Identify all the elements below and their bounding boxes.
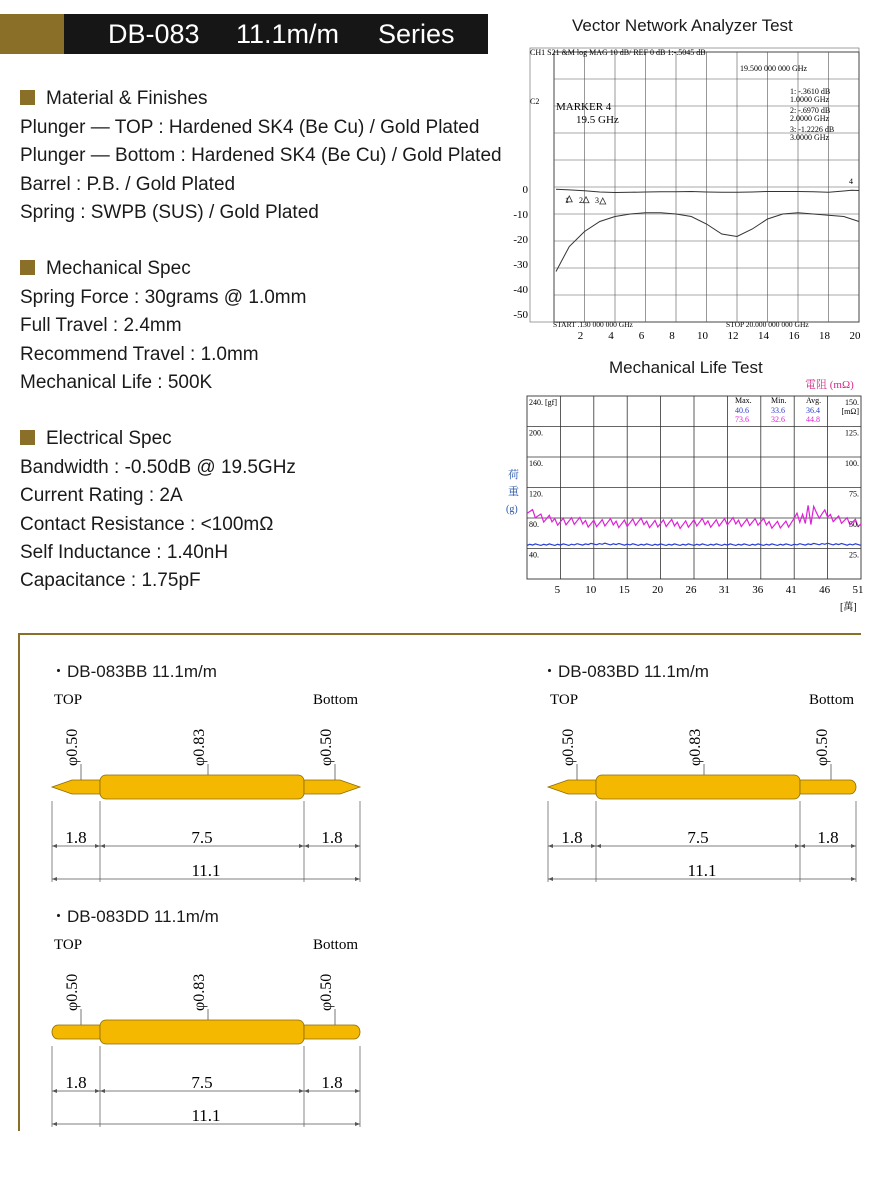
mechanical-heading: Mechanical Spec (20, 258, 191, 280)
title-series: Series (378, 19, 455, 49)
section-bullet-icon (20, 430, 35, 445)
vna-marker-value: 3: -1.2226 dB (790, 125, 835, 134)
spec-item: Mechanical Life : 500K (20, 371, 213, 393)
vna-x-ticks (578, 330, 861, 342)
life-left-tick: 80. (529, 520, 539, 529)
vna-x-tick: 16 (788, 330, 800, 342)
spec-item: Current Rating : 2A (20, 485, 183, 507)
pin-len-mid: 7.5 (191, 1073, 213, 1092)
pin-len-mid: 7.5 (191, 828, 213, 847)
spec-item: Self Inductance : 1.40nH (20, 541, 229, 563)
life-x-tick: 31 (718, 584, 730, 596)
spec-item: Spring Force : 30grams @ 1.0mm (20, 287, 307, 308)
pin-plunger-left (52, 1025, 100, 1039)
life-x-unit: [萬] (840, 602, 857, 613)
vna-marker-value: 1: -.3610 dB (790, 87, 831, 96)
mechanical-list (20, 284, 306, 397)
electrical-list (20, 454, 296, 595)
vna-marker-number: 4 (849, 177, 853, 186)
vna-x-tick: 14 (758, 330, 769, 342)
spec-item: Plunger — Bottom : Hardened SK4 (Be Cu) / Gold Plated (20, 145, 502, 167)
vna-marker-label: MARKER 4 (556, 101, 612, 113)
legend-blue-avg: 36.4 (806, 406, 820, 415)
vna-start-text: START .130 000 000 GHz (553, 320, 633, 329)
life-right-tick: 25. (849, 550, 859, 560)
vna-y-tick: -30 (513, 259, 528, 271)
pin-title-bd: ・DB-083BD 11.1m/m (541, 662, 709, 681)
spec-item: Full Travel : 2.4mm (20, 315, 182, 337)
life-left-tick: 200. (529, 428, 543, 438)
section-side-line (18, 633, 20, 1131)
life-right-axis-title: 電阻 (mΩ) (805, 379, 854, 391)
vna-marker-value: 2.0000 GHz (790, 114, 830, 123)
vna-x-tick: 10 (697, 330, 708, 342)
life-x-tick: 20 (652, 584, 664, 596)
vna-y-tick: -10 (513, 209, 528, 221)
pin-bottom-label: Bottom (312, 692, 358, 708)
pin-barrel (100, 775, 304, 799)
legend-header: Avg. (806, 396, 822, 405)
pin-diameter-left: φ0.50 (64, 973, 81, 1011)
pin-plunger-left (548, 780, 596, 794)
vna-y-tick: -40 (513, 284, 528, 296)
life-x-tick: 26 (685, 584, 697, 596)
title-part: DB-083 (108, 19, 200, 49)
pin-barrel (596, 775, 800, 799)
legend-header: Max. (735, 396, 752, 405)
spec-item: Plunger — TOP : Hardened SK4 (Be Cu) / Gold Plated (20, 117, 480, 138)
pin-len-mid: 7.5 (687, 828, 709, 847)
vna-marker-value: 3.0000 GHz (790, 133, 830, 142)
pin-plunger-right (304, 1025, 360, 1039)
pin-diameter-left: φ0.50 (560, 728, 577, 766)
pin-len-total: 11.1 (687, 861, 717, 880)
pin-top-label: TOP (54, 692, 83, 708)
pin-len-left: 1.8 (65, 828, 87, 847)
vna-marker-value: 1.0000 GHz (790, 95, 830, 104)
pin-barrel (100, 1020, 304, 1044)
vna-x-tick: 8 (669, 330, 675, 342)
vna-y-ticks (513, 184, 528, 321)
vna-marker-value: 2: -.6970 dB (790, 106, 831, 115)
pin-diameter-right: φ0.50 (318, 728, 335, 766)
vna-series-1 (556, 213, 859, 272)
vna-y-tick: -50 (513, 309, 528, 321)
spec-item: Contact Resistance : <100mΩ (20, 513, 274, 535)
life-chart (470, 374, 870, 614)
pin-len-left: 1.8 (561, 828, 583, 847)
life-right-tick: 150. (845, 398, 859, 407)
life-right-tick: 125. (845, 428, 859, 438)
vna-y-tick: -20 (513, 234, 528, 246)
pin-diameter-mid: φ0.83 (191, 728, 208, 766)
pin-top-label: TOP (54, 937, 83, 953)
life-left-tick: 120. (529, 489, 543, 499)
vna-chart (500, 44, 870, 346)
life-x-tick: 10 (585, 584, 597, 596)
vna-marker-freq: 19.5 GHz (576, 114, 619, 126)
spec-item: Spring : SWPB (SUS) / Gold Plated (20, 201, 319, 223)
pin-plunger-left (52, 780, 100, 794)
life-x-tick: 41 (785, 584, 797, 596)
vna-lines (556, 189, 859, 271)
legend-magenta-min: 32.6 (771, 415, 785, 424)
vna-stop-text: STOP 20.000 000 000 GHz (726, 320, 809, 329)
life-right-tick: [mΩ] (841, 407, 859, 416)
spec-item: Capacitance : 1.75pF (20, 570, 201, 592)
life-left-axis-title: 重 (508, 486, 519, 498)
vna-header-text: CH1 S21 &M log MAG 10 dB/ REF 0 dB 1:-.5045 dB (530, 48, 706, 57)
material-heading: Material & Finishes (20, 88, 208, 110)
pin-diameter-mid: φ0.83 (191, 973, 208, 1011)
vna-marker-triangle (600, 198, 606, 204)
pin-bottom-label: Bottom (808, 692, 854, 708)
life-left-tick: 40. (529, 550, 539, 560)
pin-drawing-bb (40, 684, 380, 884)
header-accent (0, 14, 64, 54)
pin-plunger-right (304, 780, 360, 794)
life-left-axis-title: (g) (506, 504, 518, 515)
life-right-tick: 100. (845, 459, 859, 468)
material-list (20, 114, 502, 227)
vna-x-tick: 6 (638, 330, 645, 342)
pin-len-right: 1.8 (321, 1073, 343, 1092)
electrical-heading: Electrical Spec (20, 428, 172, 450)
section-bullet-icon (20, 260, 35, 275)
pin-diameter-right: φ0.50 (318, 973, 335, 1011)
spec-item: Barrel : P.B. / Gold Plated (20, 173, 236, 195)
vna-x-tick: 12 (727, 330, 739, 342)
section-bullet-icon (20, 90, 35, 105)
pin-len-right: 1.8 (817, 828, 839, 847)
pin-title-dd: ・DB-083DD 11.1m/m (50, 907, 219, 926)
pin-diameter-right: φ0.50 (814, 728, 831, 766)
legend-blue-min: 33.6 (771, 406, 785, 415)
vna-marker-triangle (583, 197, 589, 203)
vna-title: Vector Network Analyzer Test (572, 16, 793, 35)
pin-len-total: 11.1 (191, 861, 221, 880)
pin-drawing-dd (40, 929, 380, 1129)
vna-freq-text: 19.500 000 000 GHz (740, 64, 808, 73)
life-x-tick: 15 (618, 584, 630, 596)
pin-len-total: 11.1 (191, 1106, 221, 1125)
life-left-tick: 240. [gf] (529, 398, 557, 407)
life-x-tick: 5 (554, 584, 561, 596)
spec-item: Recommend Travel : 1.0mm (20, 343, 259, 365)
life-right-tick: 50. (849, 520, 859, 529)
pin-top-label: TOP (550, 692, 579, 708)
life-left-tick: 160. (529, 459, 543, 468)
legend-blue-max: 40.6 (735, 406, 749, 415)
vna-marker-number: 3 (595, 196, 599, 205)
pin-len-right: 1.8 (321, 828, 343, 847)
vna-x-tick: 18 (819, 330, 830, 342)
spec-item: Bandwidth : -0.50dB @ 19.5GHz (20, 457, 296, 478)
pin-drawing-bd (536, 684, 876, 884)
legend-header: Min. (771, 396, 787, 405)
title-size: 11.1m/m (236, 19, 340, 49)
vna-y-tick: 0 (522, 184, 528, 196)
vna-x-tick: 2 (577, 330, 584, 342)
life-left-axis-title: 荷 (508, 469, 519, 481)
pin-diameter-mid: φ0.83 (687, 728, 704, 766)
life-right-tick: 75. (849, 489, 859, 499)
vna-ch2: C2 (530, 97, 540, 106)
legend-magenta-avg: 44.8 (806, 415, 820, 424)
section-divider (18, 633, 861, 635)
pin-plunger-right (800, 780, 856, 794)
legend-magenta-max: 73.6 (735, 415, 749, 424)
life-x-tick: 51 (852, 584, 864, 596)
vna-marker-number: 1 (565, 196, 569, 205)
life-title: Mechanical Life Test (609, 358, 763, 377)
pin-diameter-left: φ0.50 (64, 728, 81, 766)
pin-bottom-label: Bottom (312, 937, 358, 953)
life-x-tick: 46 (819, 584, 831, 596)
life-x-tick: 36 (752, 584, 764, 596)
vna-marker-number: 2 (579, 196, 583, 205)
page-title (64, 14, 488, 54)
vna-x-tick: 20 (849, 330, 861, 342)
vna-x-tick: 4 (608, 330, 614, 342)
pin-len-left: 1.8 (65, 1073, 87, 1092)
vna-series-0 (556, 189, 859, 192)
pin-title-bb: ・DB-083BB 11.1m/m (50, 662, 217, 681)
